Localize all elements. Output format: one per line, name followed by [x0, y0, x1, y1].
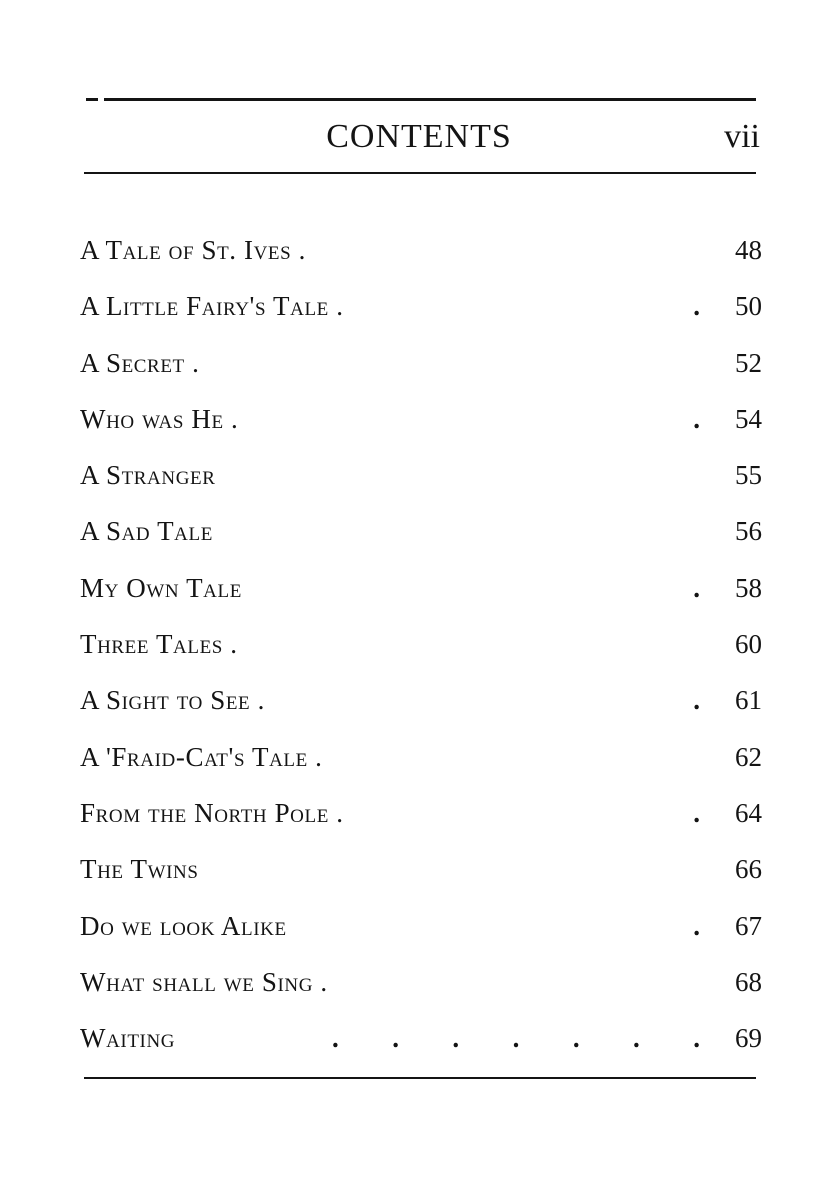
- toc-entry[interactable]: [80, 841, 762, 897]
- leader-dot: .: [693, 685, 700, 716]
- leader-dot: .: [693, 291, 700, 322]
- leader-dot: .: [693, 572, 700, 603]
- toc-entry[interactable]: [80, 503, 762, 559]
- toc-entry-title: A Sight to See .: [80, 685, 265, 716]
- toc-entry[interactable]: [80, 672, 762, 728]
- toc-entry-title: A Secret .: [80, 347, 200, 378]
- toc-entry-page: 64: [735, 797, 762, 828]
- toc-entry[interactable]: [80, 335, 762, 391]
- toc-entry-title: What shall we Sing .: [80, 966, 328, 997]
- toc-entry-page: 60: [735, 629, 762, 660]
- toc-entry-page: 54: [735, 403, 762, 434]
- toc-entry[interactable]: [80, 278, 762, 334]
- toc-entry-title: A Stranger: [80, 460, 216, 491]
- toc-entry[interactable]: [80, 560, 762, 616]
- leader-dot: .: [693, 910, 700, 941]
- table-of-contents: [80, 222, 762, 1066]
- toc-entry[interactable]: [80, 616, 762, 672]
- top-rule: [104, 98, 756, 101]
- toc-entry-page: 61: [735, 685, 762, 716]
- toc-entry[interactable]: [80, 729, 762, 785]
- toc-entry-page: 48: [735, 235, 762, 265]
- toc-entry-page: 50: [735, 291, 762, 322]
- toc-entry-title: My Own Tale: [80, 572, 242, 603]
- leader-dot: .: [633, 1023, 640, 1054]
- page-number-folio: vii: [724, 118, 760, 155]
- toc-entry[interactable]: [80, 222, 762, 278]
- toc-entry-title: Do we look Alike: [80, 910, 287, 941]
- header-rule: [84, 172, 756, 174]
- leader-dots: [332, 1010, 700, 1066]
- toc-entry-title: A Little Fairy's Tale .: [80, 291, 344, 322]
- leader-dot: .: [572, 1023, 580, 1054]
- toc-entry-title: Waiting: [80, 1023, 176, 1054]
- leader-dot: .: [392, 1023, 399, 1054]
- toc-entry-page: 66: [735, 854, 762, 885]
- toc-entry-page: 58: [735, 572, 762, 603]
- leader-dot: .: [452, 1023, 460, 1054]
- toc-entry-page: 55: [735, 460, 762, 491]
- toc-entry-page: 52: [735, 347, 762, 378]
- toc-entry-title: A 'Fraid-Cat's Tale .: [80, 741, 323, 772]
- toc-entry[interactable]: [80, 898, 762, 954]
- toc-entry-title: The Twins: [80, 854, 199, 885]
- toc-entry-page: 67: [735, 910, 762, 941]
- toc-entry-page: 56: [735, 516, 762, 547]
- leader-dot: .: [693, 1023, 700, 1054]
- top-rule-tick: [86, 98, 98, 101]
- toc-entry-title: A Sad Tale: [80, 516, 213, 547]
- leader-dot: .: [332, 1023, 339, 1054]
- toc-entry-title: Three Tales .: [80, 629, 238, 660]
- toc-entry[interactable]: [80, 447, 762, 503]
- toc-entry-page: 62: [735, 741, 762, 772]
- toc-entry-title: A Tale of St. Ives .: [80, 235, 306, 265]
- toc-entry-title: From the North Pole .: [80, 797, 344, 828]
- leader-dot: .: [512, 1023, 520, 1054]
- page-title-text: CONTENTS: [326, 118, 512, 155]
- toc-entry-page: 69: [735, 1023, 762, 1054]
- toc-entry-page: 68: [735, 966, 762, 997]
- toc-entry[interactable]: [80, 954, 762, 1010]
- toc-entry[interactable]: [80, 1010, 762, 1066]
- leader-dot: .: [693, 797, 700, 828]
- page-title: [0, 116, 840, 158]
- toc-entry-title: Who was He .: [80, 403, 239, 434]
- leader-dot: .: [693, 403, 700, 434]
- toc-entry[interactable]: [80, 785, 762, 841]
- bottom-rule: [84, 1077, 756, 1079]
- toc-entry[interactable]: [80, 391, 762, 447]
